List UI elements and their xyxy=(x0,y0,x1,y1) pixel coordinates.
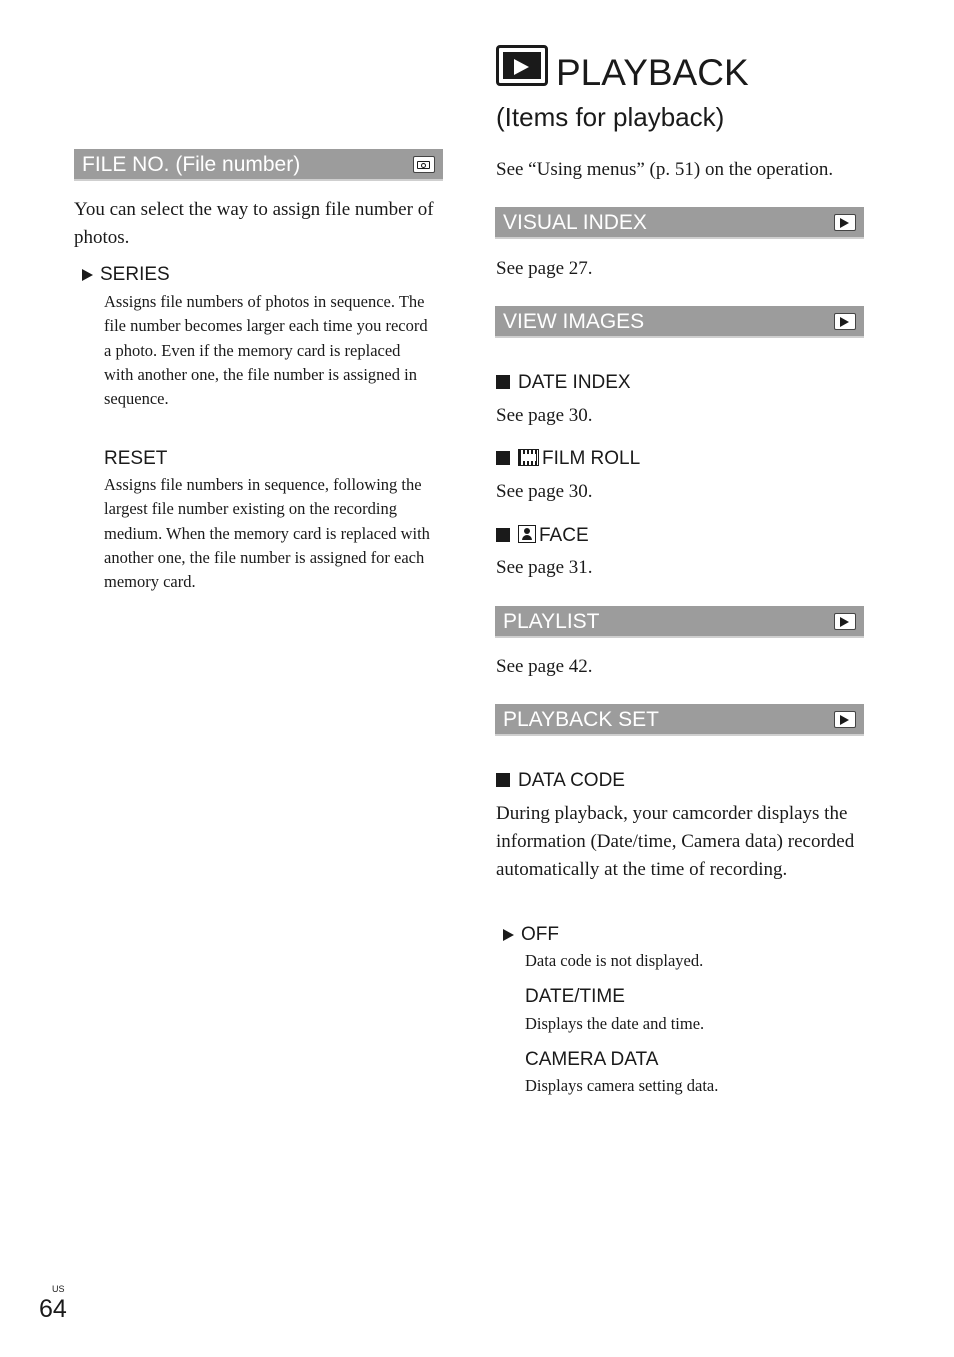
option-series xyxy=(82,264,170,286)
face-icon xyxy=(518,525,536,543)
default-arrow-icon xyxy=(503,929,514,941)
option-camera-data-label: CAMERA DATA xyxy=(525,1049,659,1070)
playback-title-icon xyxy=(496,45,548,86)
file-no-intro: You can select the way to assign file number of photos. xyxy=(74,199,434,248)
face-label: FACE xyxy=(539,525,589,546)
option-camera-data-desc: Displays camera setting data. xyxy=(525,1076,719,1095)
playback-icon xyxy=(834,613,856,630)
camera-icon xyxy=(413,156,435,173)
playback-icon xyxy=(834,214,856,231)
option-camera-data xyxy=(525,1049,658,1071)
visual-index-bar-label: VISUAL INDEX xyxy=(503,211,647,234)
playback-icon xyxy=(834,711,856,728)
playback-set-bar xyxy=(495,704,864,736)
intro-text: See “Using menus” (p. 51) on the operation. xyxy=(496,159,834,180)
playlist-text: See page 42. xyxy=(496,656,593,677)
face-text: See page 31. xyxy=(496,557,593,578)
date-index-label: DATE INDEX xyxy=(518,372,631,393)
data-code-heading xyxy=(496,770,625,792)
bullet-square-icon xyxy=(496,773,510,787)
option-date-time-label: DATE/TIME xyxy=(525,986,625,1007)
file-no-bar xyxy=(74,149,443,181)
page-number: 64 xyxy=(39,1295,67,1323)
option-reset-label: RESET xyxy=(104,448,168,469)
bullet-square-icon xyxy=(496,451,510,465)
date-index-heading xyxy=(496,372,631,394)
playback-icon xyxy=(834,313,856,330)
option-off-desc: Data code is not displayed. xyxy=(525,951,704,970)
option-reset-desc: Assigns file numbers in sequence, following the largest file number existing on the recording medium. When the memory card is replaced with another one, the file number is assigned for each memory card. xyxy=(104,475,430,592)
option-series-desc: Assigns file numbers of photos in sequence. The file number becomes larger each time you record a photo. Even if the memory card is replaced with another one, the file number is assigned in sequence. xyxy=(104,292,428,409)
option-date-time-desc: Displays the date and time. xyxy=(525,1014,705,1033)
default-arrow-icon xyxy=(82,269,93,281)
bullet-square-icon xyxy=(496,375,510,389)
data-code-text: During playback, your camcorder displays the information (Date/time, Camera data) recorded automatically at the time of recording. xyxy=(496,803,855,880)
playlist-bar xyxy=(495,606,864,638)
option-series-label: SERIES xyxy=(100,264,170,285)
visual-index-text: See page 27. xyxy=(496,258,593,279)
playlist-bar-label: PLAYLIST xyxy=(503,610,600,633)
film-roll-label: FILM ROLL xyxy=(542,448,641,469)
option-off-label: OFF xyxy=(521,924,559,945)
page-subtitle: (Items for playback) xyxy=(496,102,725,132)
region-code: US xyxy=(52,1284,65,1294)
view-images-bar-label: VIEW IMAGES xyxy=(503,310,645,333)
view-images-bar xyxy=(495,306,864,338)
visual-index-bar xyxy=(495,207,864,239)
option-off xyxy=(503,924,559,946)
date-index-text: See page 30. xyxy=(496,405,593,426)
film-roll-heading xyxy=(496,448,640,470)
bullet-square-icon xyxy=(496,528,510,542)
option-date-time xyxy=(525,986,625,1008)
film-roll-icon xyxy=(518,449,539,466)
file-no-bar-label: FILE NO. (File number) xyxy=(82,153,301,176)
face-heading xyxy=(496,525,589,547)
playback-set-bar-label: PLAYBACK SET xyxy=(503,708,660,731)
data-code-label: DATA CODE xyxy=(518,770,625,791)
film-roll-text: See page 30. xyxy=(496,481,593,502)
option-reset xyxy=(104,448,167,470)
page-title: PLAYBACK xyxy=(556,52,749,93)
